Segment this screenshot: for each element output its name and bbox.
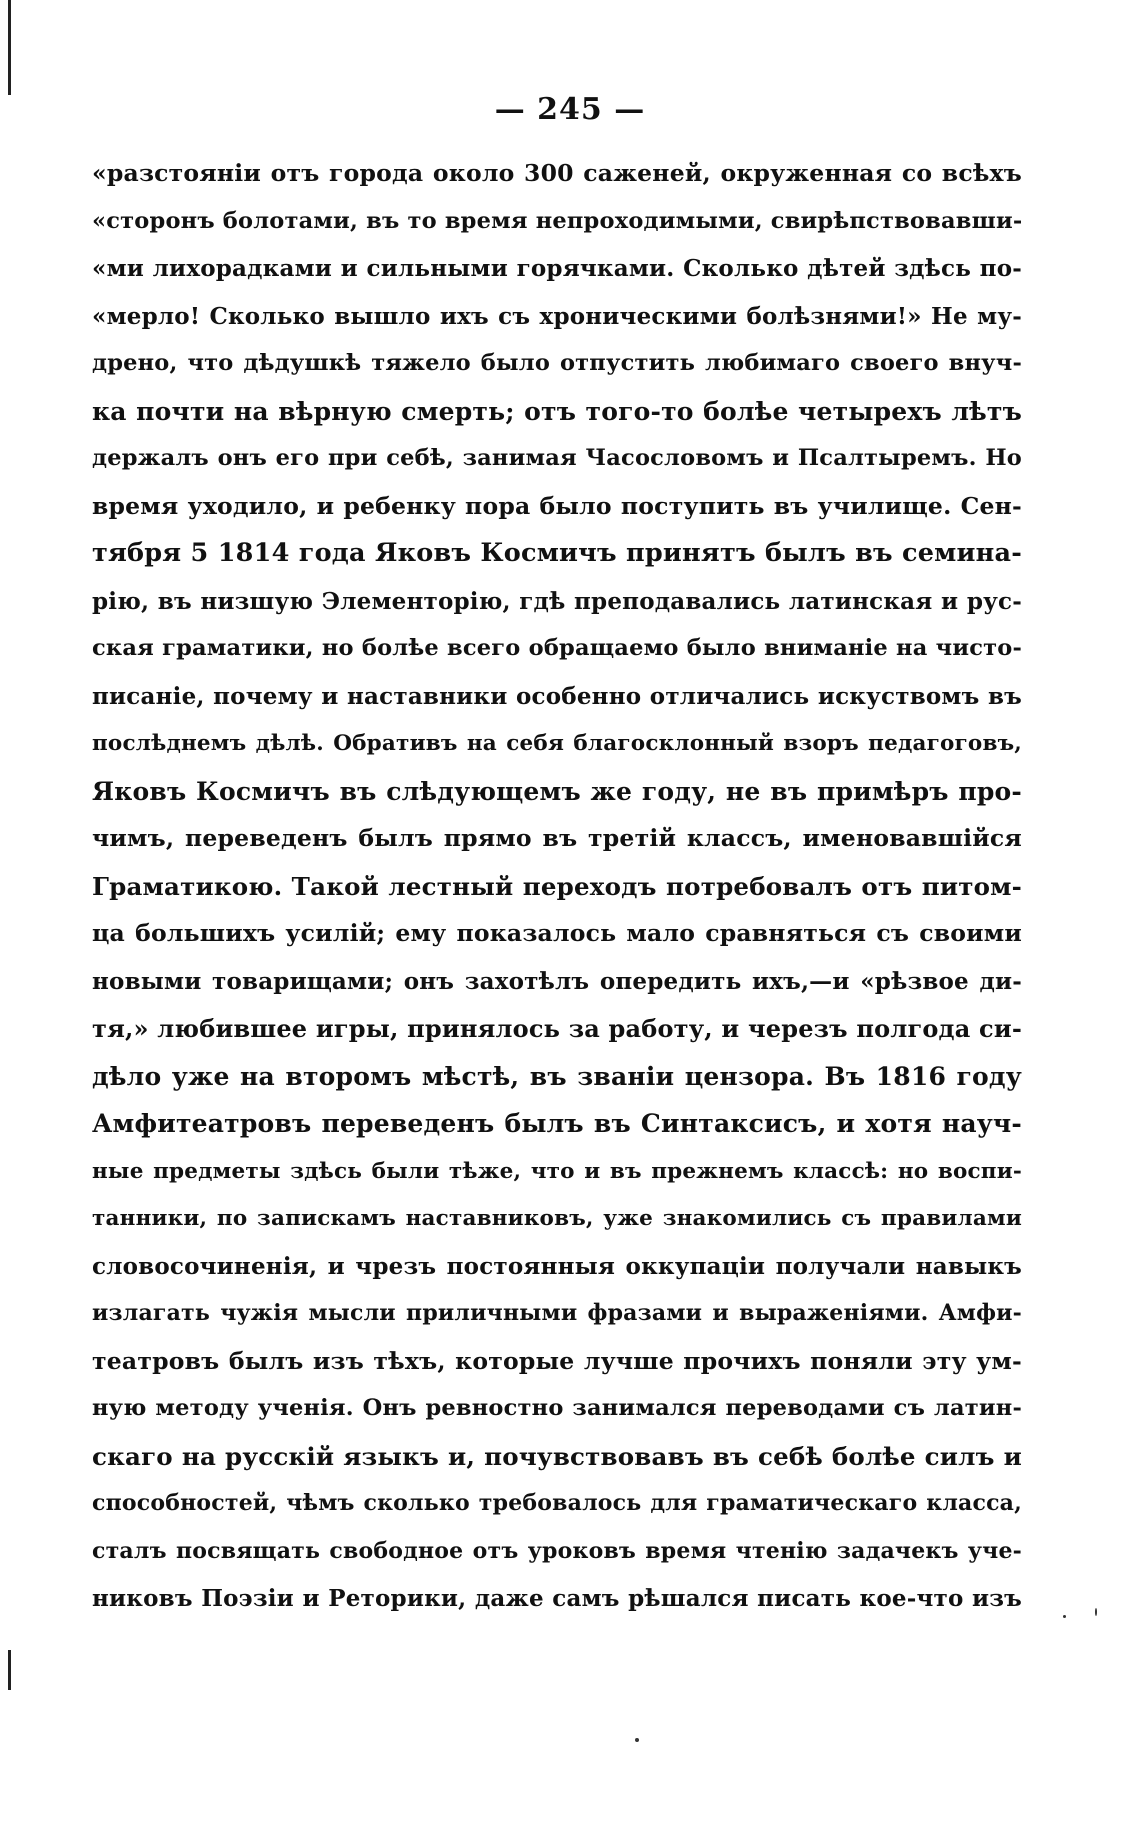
text-line: тября 5 1814 года Яковъ Космичъ принятъ былъ въ семина-: [92, 538, 1022, 568]
text-line: тя,» любившее игры, принялось за работу, и черезъ полгода си-: [92, 1014, 1023, 1043]
text-line: ца большихъ усилій; ему показалось мало сравняться съ своими: [92, 919, 1022, 947]
text-line: Яковъ Космичъ въ слѣдующемъ же году, не въ примѣръ про-: [92, 776, 1022, 806]
text-line: ская граматики, но болѣе всего обращаемо было вниманіе на чисто-: [92, 635, 1022, 661]
scan-edge-mark-bottom: [8, 1650, 11, 1690]
scan-speck: [1095, 1608, 1097, 1616]
text-line: «ми лихорадками и сильными горячками. Сколько дѣтей здѣсь по-: [92, 255, 1022, 282]
text-line: словосочиненія, и чрезъ постоянныя оккупаціи получали навыкъ: [92, 1252, 1022, 1280]
scan-speck: [1063, 1615, 1066, 1618]
text-line: скаго на русскій языкъ и, почувствовавъ въ себѣ болѣе силъ и: [92, 1441, 1022, 1471]
text-line: ную методу ученія. Онъ ревностно занимался переводами съ латин-: [92, 1395, 1022, 1421]
text-line: писаніе, почему и наставники особенно отличались искуствомъ въ: [92, 682, 1022, 710]
text-line: послѣднемъ дѣлѣ. Обративъ на себя благосклонный взоръ педагоговъ,: [92, 731, 1022, 756]
text-line: рію, въ низшую Элементорію, гдѣ преподавались латинская и рус-: [92, 587, 1022, 615]
text-line: новыми товарищами; онъ захотѣлъ опередить ихъ,—и «рѣзвое ди-: [92, 967, 1022, 995]
page-number: — 245 —: [494, 92, 646, 127]
scan-speck: [635, 1738, 639, 1742]
text-line: театровъ былъ изъ тѣхъ, которые лучше прочихъ поняли эту ум-: [92, 1346, 1022, 1375]
text-line: «мерло! Сколько вышло ихъ съ хроническими болѣзнями!» Не му-: [92, 302, 1022, 330]
text-line: дрено, что дѣдушкѣ тяжело было отпустить любимаго своего внуч-: [92, 350, 1022, 376]
text-line: способностей, чѣмъ сколько требовалось для граматическаго класса,: [92, 1490, 1022, 1516]
text-line: ные предметы здѣсь были тѣже, что и въ прежнемъ классѣ: но воспи-: [92, 1158, 1022, 1184]
text-line: дѣло уже на второмъ мѣстѣ, въ званіи цензора. Въ 1816 году: [92, 1061, 1022, 1091]
scan-edge-mark-top: [8, 0, 11, 95]
text-line: держалъ онъ его при себѣ, занимая Часословомъ и Псалтыремъ. Но: [92, 445, 1022, 471]
text-line: ка почти на вѣрную смерть; отъ того-то болѣе четырехъ лѣтъ: [92, 396, 1022, 426]
text-line: Граматикою. Такой лестный переходъ потребовалъ отъ питом-: [92, 871, 1022, 901]
text-line: никовъ Поэзіи и Реторики, даже самъ рѣшался писать кое-что изъ: [92, 1585, 1022, 1612]
body-text: [92, 150, 1022, 1623]
text-line: Амфитеатровъ переведенъ былъ въ Синтаксисъ, и хотя науч-: [92, 1109, 1022, 1138]
text-line: танники, по запискамъ наставниковъ, уже знакомились съ правилами: [92, 1206, 1022, 1231]
text-line: «разстояніи отъ города около 300 саженей, окруженная со всѣхъ: [92, 159, 1022, 187]
text-line: сталъ посвящать свободное отъ уроковъ время чтенію задачекъ уче-: [92, 1537, 1022, 1564]
text-line: время уходило, и ребенку пора было поступить въ училище. Сен-: [92, 491, 1022, 520]
text-line: «сторонъ болотами, въ то время непроходимыми, свирѣпствовавши-: [92, 207, 1023, 234]
text-line: излагать чужія мысли приличными фразами и выраженіями. Амфи-: [92, 1300, 1022, 1326]
text-line: чимъ, переведенъ былъ прямо въ третій классъ, именовавшійся: [92, 824, 1022, 852]
